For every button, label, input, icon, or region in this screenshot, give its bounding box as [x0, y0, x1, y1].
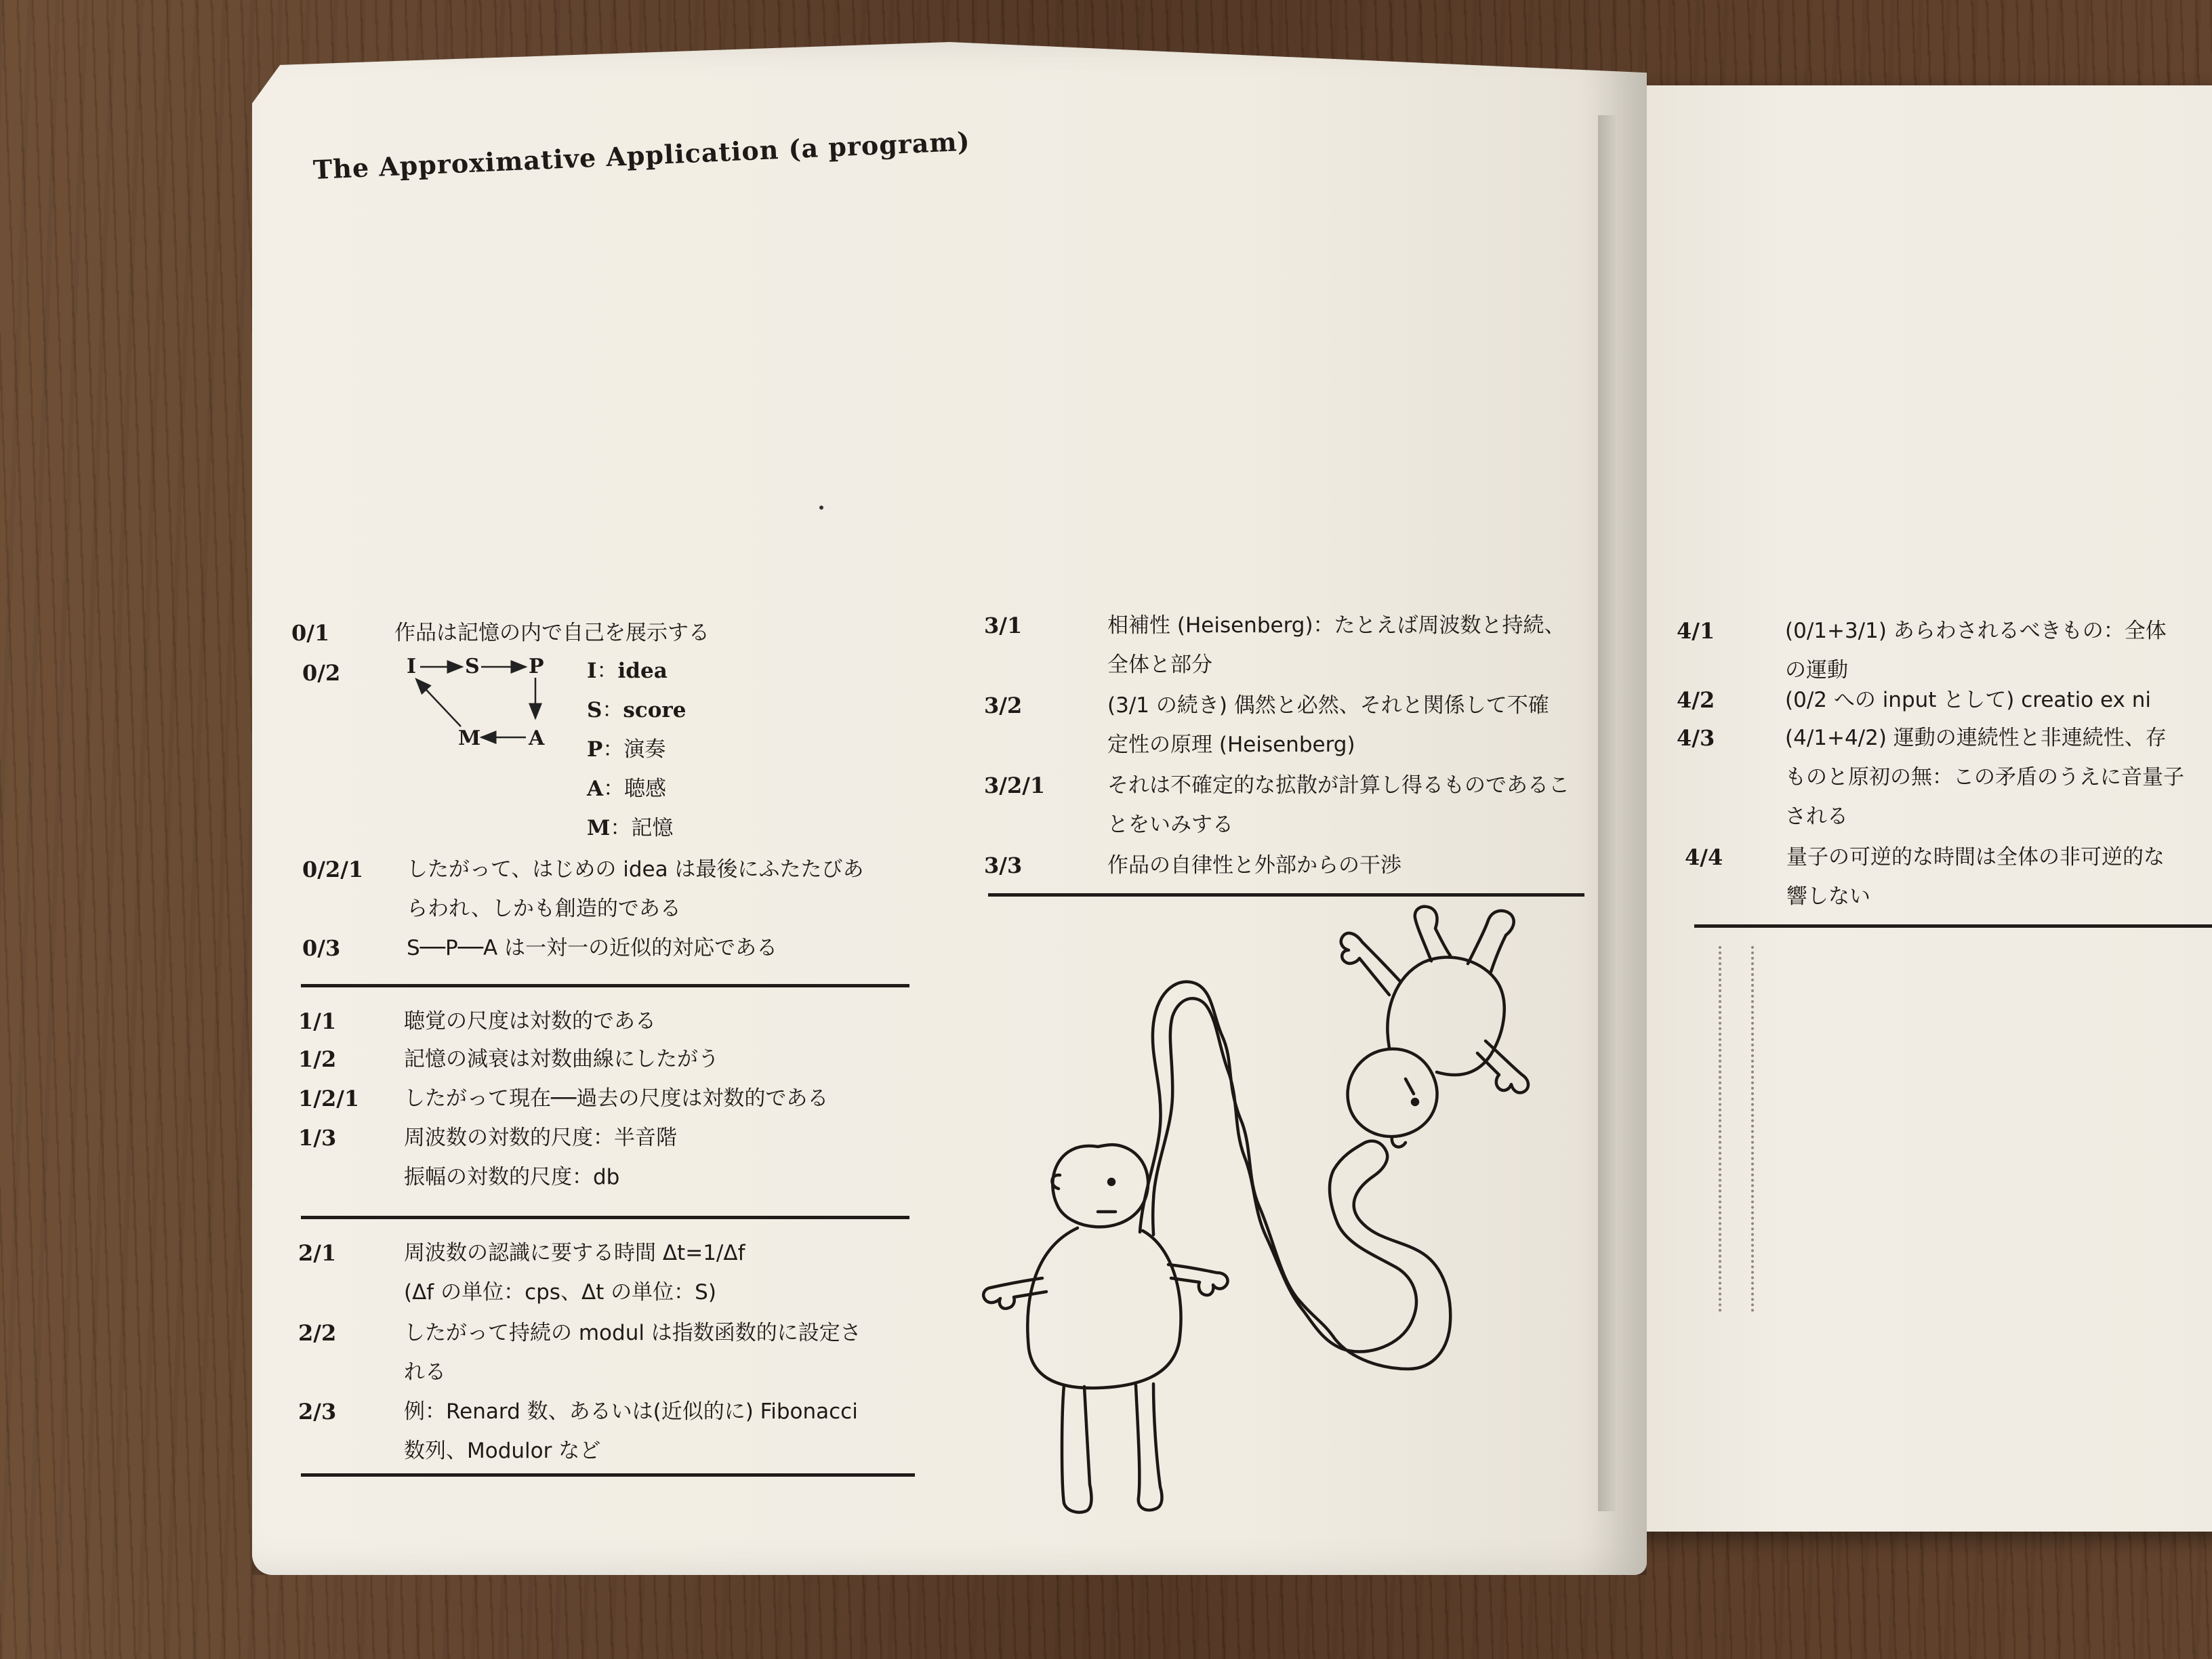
section-divider [988, 893, 1584, 897]
entry-number: 3/1 [984, 613, 1023, 638]
dotted-perforation [1751, 946, 1757, 1312]
entry-text: S──P──A は一対一の近似的対応である [407, 936, 778, 960]
entry-number: 0/3 [302, 935, 341, 961]
section-divider [301, 984, 909, 987]
dotted-perforation [1719, 946, 1724, 1312]
entry-text-line-2: 定性の原理 (Heisenberg) [1107, 733, 1355, 757]
center-dot [819, 506, 823, 510]
entry-number: 3/3 [984, 853, 1023, 878]
section-divider [301, 1216, 909, 1219]
entry-number: 4/2 [1677, 687, 1715, 713]
string-connecting-figures [1140, 982, 1450, 1369]
entry-text: (0/2 への input として) creatio ex ni [1785, 688, 2151, 712]
legend-item: S：score [587, 698, 687, 722]
entry-text-line-2: 振幅の対数的尺度：db [404, 1165, 620, 1189]
standing-figure-illustration [983, 1145, 1227, 1512]
legend-item: I：idea [587, 659, 668, 683]
entry-text: 聴覚の尺度は対数的である [404, 1009, 656, 1033]
entry-number: 3/2/1 [984, 773, 1046, 798]
entry-text-line-2: 数列、Modulor など [404, 1439, 601, 1463]
diagram-node-a: A [529, 726, 545, 750]
entry-number: 2/1 [298, 1240, 337, 1266]
entry-number: 0/2 [302, 660, 341, 686]
diagram-node-m: M [458, 726, 481, 750]
entry-text-line-1: 周波数の認識に要する時間 Δt=1/Δf [404, 1241, 745, 1265]
legend-item: M：記憶 [587, 816, 674, 840]
entry-text-line-2: 全体と部分 [1107, 653, 1212, 677]
entry-number: 4/1 [1677, 618, 1715, 644]
diagram-node-i: I [407, 655, 417, 678]
page-title: The Approximative Application (a program) [312, 125, 971, 185]
right-page-content [1597, 85, 2212, 1532]
falling-figure-illustration [1341, 907, 1528, 1147]
diagram-node-p: P [529, 655, 544, 678]
entry-text-line-1: 周波数の対数的尺度：半音階 [404, 1126, 677, 1150]
legend-item: A：聴感 [587, 777, 667, 801]
entry-number: 4/4 [1685, 844, 1723, 870]
entry-text-line-2: らわれ、しかも創造的である [407, 897, 681, 921]
section-divider [1694, 924, 2212, 928]
entry-text-line-2: とをいみする [1107, 813, 1233, 837]
entry-number: 2/2 [298, 1320, 337, 1346]
entry-text: 作品の自律性と外部からの干渉 [1107, 853, 1401, 878]
entry-text-line-1: 相補性 (Heisenberg)：たとえば周波数と持続、 [1107, 613, 1565, 638]
entry-text-line-2: ものと原初の無：この矛盾のうえに音量子 [1785, 765, 2184, 790]
entry-text-line-1: (4/1+4/2) 運動の連続性と非連続性、存 [1785, 726, 2167, 750]
entry-number: 1/2/1 [298, 1086, 360, 1111]
entry-number: 2/3 [298, 1399, 337, 1425]
entry-text: したがって現在──過去の尺度は対数的である [404, 1086, 829, 1111]
entry-text-line-2: (Δf の単位：cps、Δt の単位：S) [404, 1280, 716, 1305]
entry-text-line-2: れる [404, 1360, 446, 1385]
entry-text: 記憶の減衰は対数曲線にしたがう [404, 1047, 719, 1071]
diagram-arrows [400, 651, 562, 745]
diagram-node-s: S [465, 655, 480, 678]
entry-number: 1/1 [298, 1008, 337, 1034]
entry-text-line-1: (3/1 の続き) 偶然と必然、それと関係して不確 [1107, 693, 1549, 718]
section-divider [301, 1473, 915, 1477]
entry-text: 作品は記憶の内で自己を展示する [394, 621, 710, 645]
entry-text-line-3: される [1785, 804, 1848, 829]
entry-text-line-1: したがって、はじめの idea は最後にふたたびあ [407, 857, 864, 882]
entry-text-line-2: 響しない [1786, 884, 1870, 909]
entry-text-line-2: の運動 [1785, 658, 1848, 682]
entry-text-line-1: したがって持続の modul は指数函数的に設定さ [404, 1321, 861, 1345]
entry-text-line-1: 量子の可逆的な時間は全体の非可逆的な [1786, 845, 2165, 869]
entry-text-line-1: 例：Renard 数、あるいは(近似的に) Fibonacci [404, 1399, 858, 1424]
entry-number: 3/2 [984, 693, 1023, 718]
entry-number: 0/2/1 [302, 857, 364, 882]
illustration-two-figures [976, 901, 1599, 1525]
entry-text-line-1: (0/1+3/1) あらわされるべきもの：全体 [1785, 619, 2167, 643]
entry-number: 4/3 [1677, 725, 1715, 751]
entry-number: 1/3 [298, 1125, 337, 1151]
entry-number: 0/1 [291, 620, 330, 646]
entry-number: 1/2 [298, 1046, 337, 1072]
legend-item: P：演奏 [587, 737, 666, 762]
entry-text-line-1: それは不確定的な拡散が計算し得るものであるこ [1107, 773, 1570, 798]
